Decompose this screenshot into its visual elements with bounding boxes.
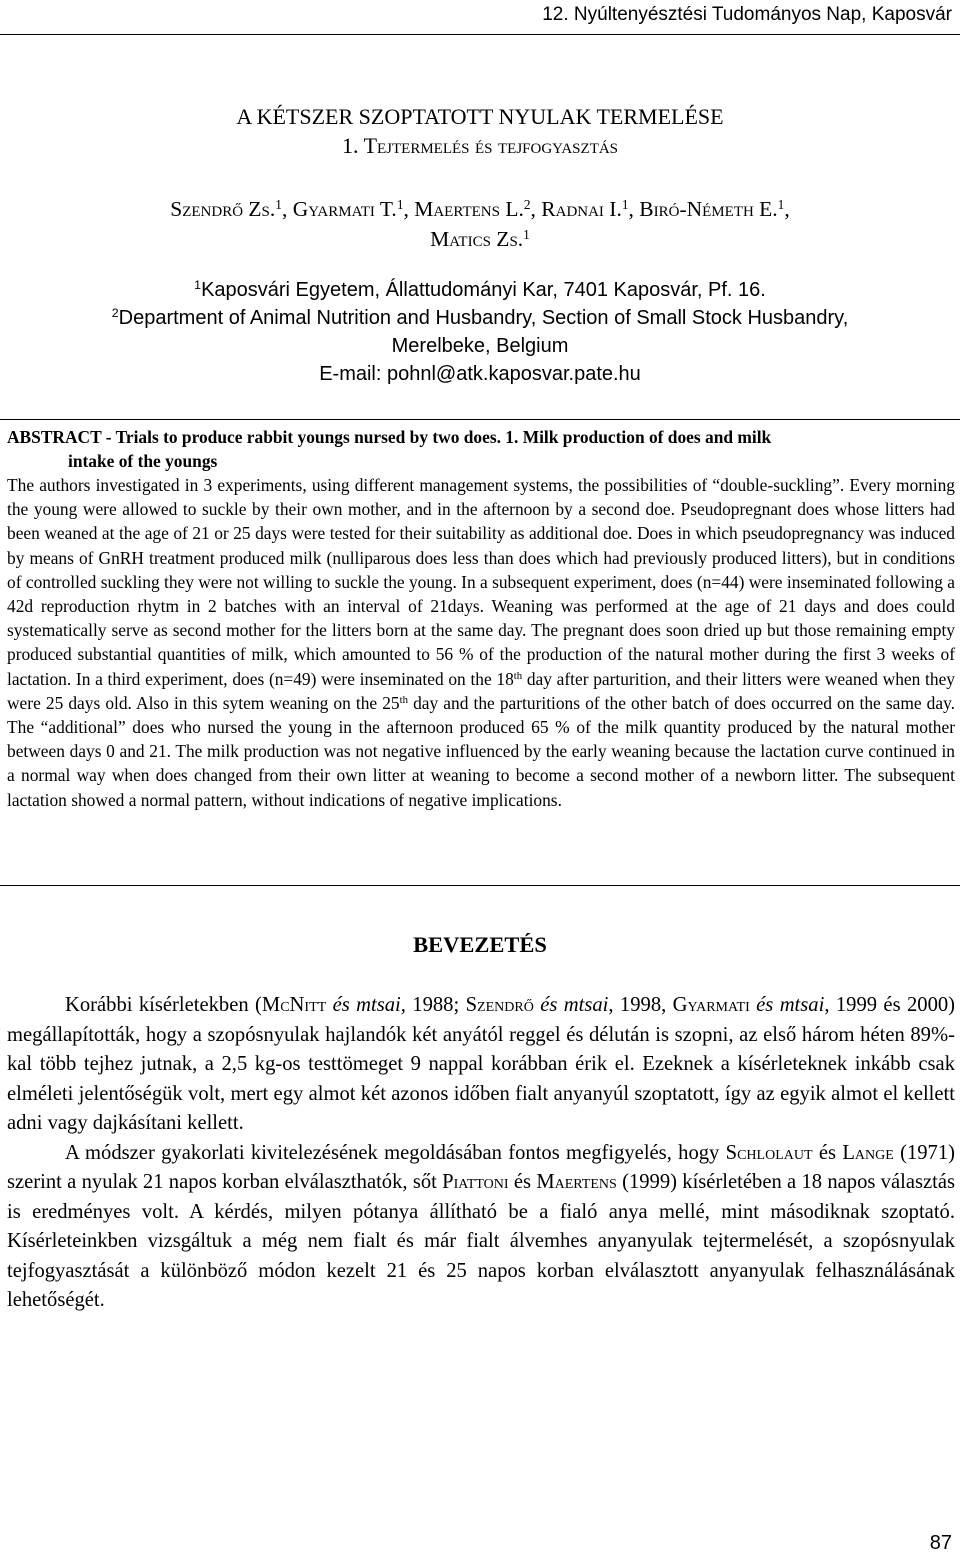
author-1: Szendrő Zs. xyxy=(170,197,276,221)
author-6: Matics Zs. xyxy=(430,227,524,251)
para1-text: 1988; xyxy=(405,994,466,1016)
author-3-affil: 2 xyxy=(523,196,531,212)
cited-author: Szendrő xyxy=(465,994,534,1016)
cited-author: McNitt xyxy=(261,994,327,1016)
abstract-heading-line1: ABSTRACT - Trials to produce rabbit youngs nursed by two does. 1. Milk production of does and milk xyxy=(7,427,772,447)
abstract-heading-cont: intake of the youngs xyxy=(68,451,218,471)
para1-text: Korábbi kísérletekben ( xyxy=(65,994,262,1016)
para1-italic: és mtsai, xyxy=(326,994,406,1016)
page-number: 87 xyxy=(929,1532,952,1554)
abstract-sup-2: th xyxy=(399,693,409,706)
para2-text: és xyxy=(508,1171,537,1193)
affiliation-2-mark: 2 xyxy=(111,306,119,321)
author-4-affil: 1 xyxy=(621,196,629,212)
author-list xyxy=(60,194,900,254)
intro-paragraph-1 xyxy=(7,991,955,1139)
author-separator: , xyxy=(530,197,542,221)
abstract-top-rule xyxy=(0,419,960,420)
cited-author: Gyarmati xyxy=(672,994,750,1016)
abstract-text-2: day after parturition, and their litters were weaned when they were 25 days old. Also in this sytem weaning on the 25 xyxy=(7,668,955,713)
abstract-body xyxy=(7,473,955,812)
author-6-affil: 1 xyxy=(523,226,530,242)
author-3: Maertens L. xyxy=(414,197,524,221)
author-2-affil: 1 xyxy=(396,196,404,212)
cited-author: Schlolaut xyxy=(725,1141,813,1164)
affiliation-2-cont: Merelbeke, Belgium xyxy=(391,335,569,357)
affiliation-2-text: Department of Animal Nutrition and Husbandry, Section of Small Stock Husbandry, xyxy=(118,307,849,329)
abstract-heading xyxy=(7,425,955,449)
author-separator: , xyxy=(281,197,293,221)
para1-text: , 1999 és 2000) megállapították, hogy a szopósnyulak hajlandók két anyától reggel és délután is szopni, az első három héten 89%-kal több tejhez jutnak, a 2,5 kg-os testtömeget 9 nappal korábban érik el. Ezeknek a kísérleteknek inkább csak elméleti jelentőségük volt, mert egy almot két azonos időben fialt anyanyúl szoptatott, így az egyik almot el kellett adni vagy dajkásítani kellett. xyxy=(7,994,956,1134)
author-4: Radnai I. xyxy=(541,197,622,221)
author-2: Gyarmati T. xyxy=(292,197,397,221)
para1-italic: és mtsai xyxy=(533,994,609,1016)
paper-subtitle: 1. Tejtermelés és tejfogyasztás xyxy=(341,133,619,158)
affiliation-1-mark: 1 xyxy=(194,278,202,293)
abstract-text-3: day and the parturitions of the other batch of does occurred on the same day. The “additional” does who nursed the young in the afternoon produced 65 % of the milk quantity produced by the natural mother between days 0 and 21. The milk production was not negative influenced by the early weaning because the lactation curve continued in a normal way when does changed from their own litter at weaning to become a second mother of a newborn litter. The subsequent lactation showed a normal pattern, without indications of negative implications. xyxy=(7,692,955,810)
author-5-affil: 1 xyxy=(777,196,785,212)
cited-author: Lange xyxy=(842,1141,894,1164)
affiliation-1 xyxy=(0,276,960,304)
section-heading: BEVEZETÉS xyxy=(413,932,547,957)
author-1-affil: 1 xyxy=(275,196,282,212)
para1-text: , 1998, xyxy=(608,994,673,1016)
para2-text: A módszer gyakorlati kivitelezésének megoldásában fontos megfigyelés, hogy xyxy=(65,1141,726,1164)
cited-author: Piattoni xyxy=(442,1171,509,1193)
author-email: E-mail: pohnl@atk.kaposvar.pate.hu xyxy=(319,363,641,385)
author-separator: , xyxy=(403,197,415,221)
author-separator: , xyxy=(784,197,790,221)
para1-italic: és mtsai xyxy=(749,994,825,1016)
abstract-text-1: The authors investigated in 3 experiments, using different management systems, the possibilities of “double-suckling”. Every morning the young were allowed to suckle by their own mother, and in the afternoon by a second doe. Pseudopregnant does whose litters had been weaned at the age of 21 or 25 days were tested for their suitability as additional doe. Does in which pseudopregnancy was induced by means of GnRH treatment produced milk (nulliparous does less than does which had previously produced litters), but in conditions of controlled suckling they were not willing to suckle the young. In a subsequent experiment, does (n=44) were inseminated following a 42d reproduction rhytm in 2 batches with an interval of 21days. Weaning was performed at the age of 21 days and does could systematically serve as second mother for the litters born at the same day. The pregnant does soon dried up but those remaining empty produced substantial quantities of milk, which amounted to 56 % of the production of the natural mother during the first 3 weeks of lactation. In a third experiment, does (n=49) were inseminated on the 18 xyxy=(7,475,955,689)
affiliations xyxy=(0,276,960,388)
affiliation-2 xyxy=(0,304,960,332)
affiliation-1-text: Kaposvári Egyetem, Állattudományi Kar, 7401 Kaposvár, Pf. 16. xyxy=(201,279,766,301)
para2-text: (1971) szerint a nyulak 21 napos korban elválaszthatók, sőt xyxy=(7,1141,955,1193)
abstract-bottom-rule xyxy=(0,885,960,886)
paper-title: A KÉTSZER SZOPTATOTT NYULAK TERMELÉSE xyxy=(236,104,724,129)
abstract-sup-1: th xyxy=(513,669,523,682)
para2-text: és xyxy=(812,1141,843,1164)
para2-text: (1999) kísérletében a 18 napos választás is eredményes volt. A kérdés, milyen pótanya állítható be a fialó anya mellé, mint másodiknak szoptató. Kísérleteinkben vizsgáltuk a még nem fialt és már fialt álvemhes anyanyulak tejtermelését, a szopósnyulak tejfogyasztását a különböző módon kezelt 21 és 25 napos korban elválasztott anyanyulak felhasználásának lehetőségét. xyxy=(7,1171,955,1311)
intro-paragraph-2 xyxy=(7,1139,955,1316)
author-5: Biró-Németh E. xyxy=(639,197,778,221)
intro-body xyxy=(7,991,955,1316)
cited-author: Maertens xyxy=(536,1171,617,1193)
running-header: 12. Nyúltenyésztési Tudományos Nap, Kaposvár xyxy=(542,4,952,25)
author-separator: , xyxy=(628,197,640,221)
header-rule xyxy=(0,34,960,35)
